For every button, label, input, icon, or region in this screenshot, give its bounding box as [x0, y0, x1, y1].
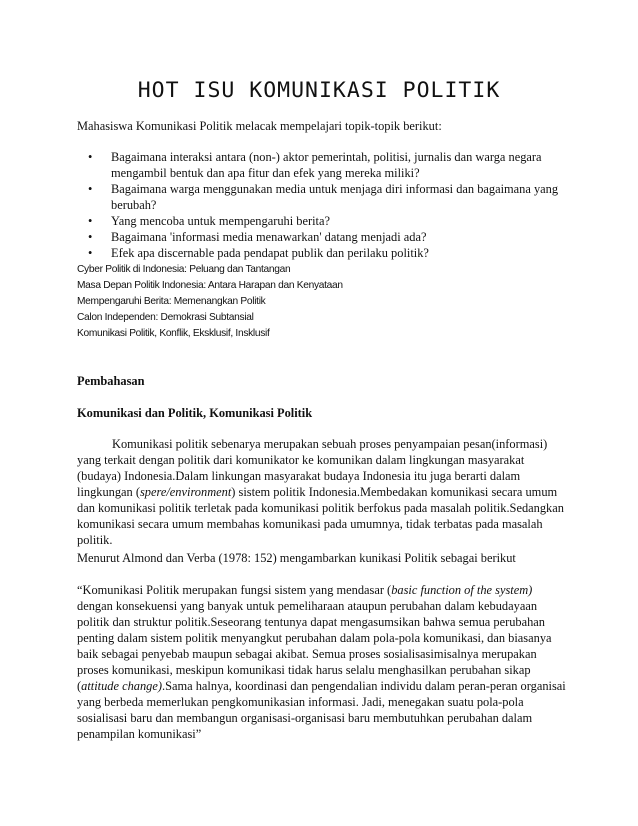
topic-item: Masa Depan Politik Indonesia: Antara Harapan dan Kenyataan — [77, 280, 343, 291]
list-item — [77, 213, 567, 229]
list-item — [77, 245, 567, 261]
italic-term: attitude change) — [81, 679, 163, 693]
quote-paragraph — [77, 582, 569, 742]
list-item-text: Yang mencoba untuk mempengaruhi berita? — [111, 214, 330, 228]
bullet-list — [77, 149, 567, 261]
intro-text: Mahasiswa Komunikasi Politik melacak mempelajari topik-topik berikut: — [77, 119, 442, 133]
subheading: Komunikasi dan Politik, Komunikasi Politik — [77, 406, 313, 420]
topic-item: Mempengaruhi Berita: Memenangkan Politik — [77, 296, 266, 307]
italic-term: basic function of the system) — [391, 583, 533, 597]
paragraph-text: Komunikasi politik sebenarya merupakan sebuah proses penyampaian pesan(informasi) yang terkait dengan politik dari komunikator ke komunikan dalam lingkungan masyarakat (budaya) Indonesia.Dalam linkungan masyarakat budaya Indonesia itu juga berarti dalam lingkungan ( — [77, 437, 548, 499]
bullet-icon: • — [88, 150, 93, 164]
bullet-icon: • — [88, 182, 93, 196]
paragraph-text: “Komunikasi Politik merupakan fungsi sistem yang mendasar ( — [77, 583, 392, 597]
bullet-icon: • — [88, 246, 93, 260]
body-paragraph — [77, 436, 569, 548]
paragraph-text: dengan konsekuensi yang banyak untuk pemeliharaan ataupun perubahan dalam kebudayaan politik dan struktur politik.Seseorang tentunya dapat mengasumsikan bahwa semua perubahan penting dalam sistem politik menyangkut perubahan dalam pola-pola komunikasi, dan biasanya baik sebagai penyebab maupun sebagai akibat. Semua proses sosialisasimisalnya merupakan proses komunikasi, meskipun komunikasi tidak harus selalu menghasilkan perubahan sikap ( — [77, 599, 552, 693]
italic-term: spere/environment — [139, 485, 232, 499]
topic-item: Komunikasi Politik, Konflik, Eksklusif, Insklusif — [77, 328, 270, 339]
bullet-icon: • — [88, 230, 93, 244]
paragraph-text: ) sistem politik Indonesia.Membedakan komunikasi secara umum dan komunikasi politik terletak pada komunikasi politik berfokus pada masalah politik.Sedangkan komunikasi secara umum membahas komunikasi pada umumnya, tidak terbatas pada masalah politik. — [77, 485, 564, 547]
body-paragraph: Menurut Almond dan Verba (1978: 152) mengambarkan kunikasi Politik sebagai berikut — [77, 551, 516, 565]
topic-list — [77, 262, 567, 342]
paragraph-text: .Sama halnya, koordinasi dan pengendalian individu dalam peran-peran organisai yang berbeda memerlukan pengkomunikasian informasi. Jadi, menegakan suatu pola-pola sosialisasi baru dan membangun organisasi-organisasi baru membutuhkan perubahan dalam penampilan komunikasi” — [77, 679, 566, 741]
list-item — [77, 229, 567, 245]
page-title: HOT ISU KOMUNIKASI POLITIK — [137, 78, 501, 103]
topic-item: Calon Independen: Demokrasi Subtansial — [77, 312, 254, 323]
topic-item: Cyber Politik di Indonesia: Peluang dan Tantangan — [77, 264, 291, 275]
list-item-text: Bagaimana interaksi antara (non-) aktor pemerintah, politisi, jurnalis dan warga negara mengambil bentuk dan apa fitur dan efek yang mereka miliki? — [111, 150, 542, 180]
list-item — [77, 149, 567, 181]
section-heading: Pembahasan — [77, 374, 145, 388]
list-item-text: Bagaimana warga menggunakan media untuk menjaga diri informasi dan bagaimana yang berubah? — [111, 182, 559, 212]
list-item — [77, 181, 567, 213]
list-item-text: Efek apa discernable pada pendapat publik dan perilaku politik? — [111, 246, 429, 260]
list-item-text: Bagaimana 'informasi media menawarkan' datang menjadi ada? — [111, 230, 427, 244]
bullet-icon: • — [88, 214, 93, 228]
